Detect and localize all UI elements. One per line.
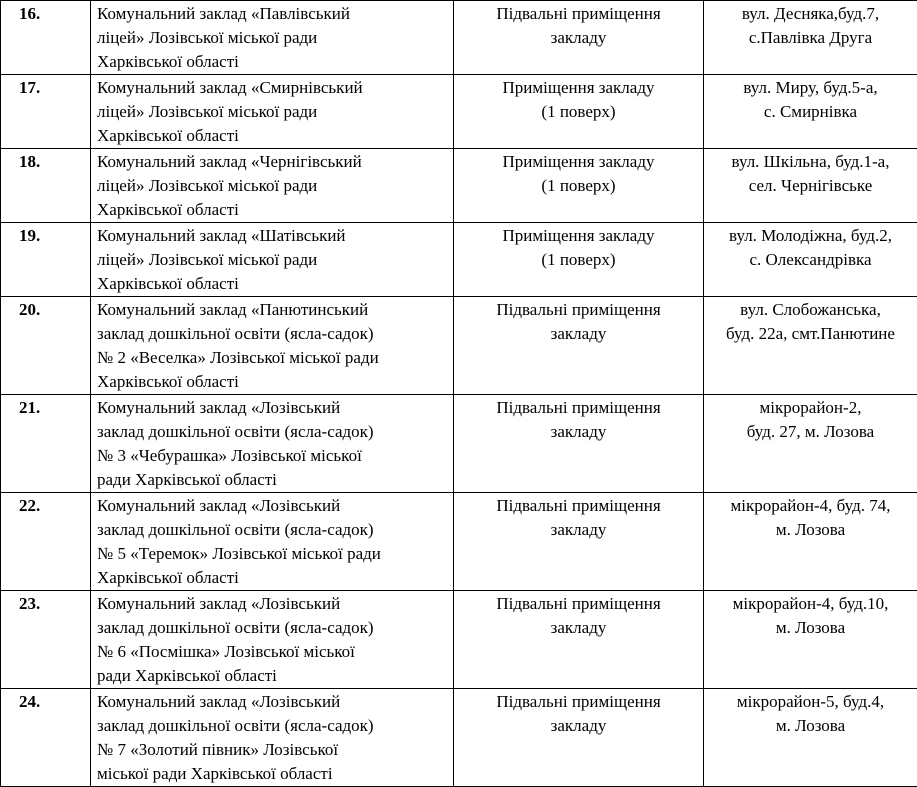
address-line: с. Смирнівка [710, 100, 911, 124]
premises-line: (1 поверх) [460, 248, 697, 272]
name-line: Комунальний заклад «Лозівський [97, 592, 447, 616]
institution-name [91, 395, 454, 493]
address-line: м. Лозова [710, 518, 911, 542]
name-line: Харківської області [97, 566, 447, 590]
name-line: Комунальний заклад «Смирнівський [97, 76, 447, 100]
premises-line: закладу [460, 616, 697, 640]
institution-name [91, 223, 454, 297]
institution-name [91, 297, 454, 395]
address-cell [704, 75, 917, 149]
row-number: 16. [1, 1, 91, 75]
name-line: № 6 «Посмішка» Лозівської міської [97, 640, 447, 664]
premises-cell [454, 297, 704, 395]
address-cell [704, 1, 917, 75]
address-cell [704, 149, 917, 223]
table-row [1, 223, 917, 297]
premises-cell [454, 75, 704, 149]
premises-line: Підвальні приміщення [460, 396, 697, 420]
address-cell [704, 395, 917, 493]
name-line: Комунальний заклад «Лозівський [97, 396, 447, 420]
address-line: сел. Чернігівське [710, 174, 911, 198]
address-cell [704, 223, 917, 297]
premises-line: закладу [460, 26, 697, 50]
table-row [1, 591, 917, 689]
premises-line: Приміщення закладу [460, 76, 697, 100]
name-line: Комунальний заклад «Лозівський [97, 690, 447, 714]
premises-line: Підвальні приміщення [460, 298, 697, 322]
premises-line: Приміщення закладу [460, 224, 697, 248]
premises-line: Підвальні приміщення [460, 2, 697, 26]
row-number: 24. [1, 689, 91, 787]
premises-line: закладу [460, 322, 697, 346]
address-line: вул. Миру, буд.5-а, [710, 76, 911, 100]
premises-line: закладу [460, 420, 697, 444]
name-line: заклад дошкільної освіти (ясла-садок) [97, 322, 447, 346]
name-line: ліцей» Лозівської міської ради [97, 248, 447, 272]
premises-cell [454, 223, 704, 297]
premises-line: Підвальні приміщення [460, 494, 697, 518]
premises-cell [454, 1, 704, 75]
address-line: буд. 22а, смт.Панютине [710, 322, 911, 346]
premises-line: (1 поверх) [460, 100, 697, 124]
address-line: мікрорайон-2, [710, 396, 911, 420]
table-row [1, 493, 917, 591]
table-row [1, 395, 917, 493]
premises-line: Приміщення закладу [460, 150, 697, 174]
name-line: Комунальний заклад «Шатівський [97, 224, 447, 248]
address-cell [704, 297, 917, 395]
address-line: буд. 27, м. Лозова [710, 420, 911, 444]
address-line: мікрорайон-5, буд.4, [710, 690, 911, 714]
name-line: заклад дошкільної освіти (ясла-садок) [97, 518, 447, 542]
premises-line: Підвальні приміщення [460, 690, 697, 714]
address-line: вул. Десняка,буд.7, [710, 2, 911, 26]
row-number: 17. [1, 75, 91, 149]
row-number: 18. [1, 149, 91, 223]
name-line: № 7 «Золотий півник» Лозівської [97, 738, 447, 762]
premises-line: закладу [460, 714, 697, 738]
address-line: вул. Слобожанська, [710, 298, 911, 322]
name-line: № 5 «Теремок» Лозівської міської ради [97, 542, 447, 566]
address-cell [704, 493, 917, 591]
address-line: вул. Молодіжна, буд.2, [710, 224, 911, 248]
institution-name [91, 149, 454, 223]
name-line: Харківської області [97, 198, 447, 222]
name-line: заклад дошкільної освіти (ясла-садок) [97, 714, 447, 738]
institution-name [91, 689, 454, 787]
address-line: вул. Шкільна, буд.1-а, [710, 150, 911, 174]
address-line: с. Олександрівка [710, 248, 911, 272]
premises-cell [454, 591, 704, 689]
institution-name [91, 591, 454, 689]
address-line: м. Лозова [710, 714, 911, 738]
name-line: Комунальний заклад «Чернігівський [97, 150, 447, 174]
name-line: Харківської області [97, 50, 447, 74]
row-number: 22. [1, 493, 91, 591]
table-row [1, 75, 917, 149]
name-line: Харківської області [97, 124, 447, 148]
row-number: 23. [1, 591, 91, 689]
name-line: міської ради Харківської області [97, 762, 447, 786]
institution-name [91, 75, 454, 149]
row-number: 20. [1, 297, 91, 395]
name-line: № 2 «Веселка» Лозівської міської ради [97, 346, 447, 370]
premises-cell [454, 149, 704, 223]
institution-name [91, 493, 454, 591]
name-line: Комунальний заклад «Панютинський [97, 298, 447, 322]
table-row [1, 149, 917, 223]
name-line: Харківської області [97, 272, 447, 296]
table-row [1, 689, 917, 787]
address-line: мікрорайон-4, буд.10, [710, 592, 911, 616]
premises-cell [454, 395, 704, 493]
name-line: Комунальний заклад «Павлівський [97, 2, 447, 26]
name-line: Комунальний заклад «Лозівський [97, 494, 447, 518]
table-row [1, 297, 917, 395]
name-line: № 3 «Чебурашка» Лозівської міської [97, 444, 447, 468]
row-number: 21. [1, 395, 91, 493]
name-line: заклад дошкільної освіти (ясла-садок) [97, 616, 447, 640]
name-line: ліцей» Лозівської міської ради [97, 100, 447, 124]
name-line: Харківської області [97, 370, 447, 394]
premises-line: Підвальні приміщення [460, 592, 697, 616]
table-row [1, 1, 917, 75]
premises-line: закладу [460, 518, 697, 542]
address-line: мікрорайон-4, буд. 74, [710, 494, 911, 518]
row-number: 19. [1, 223, 91, 297]
address-cell [704, 591, 917, 689]
premises-cell [454, 689, 704, 787]
premises-line: (1 поверх) [460, 174, 697, 198]
name-line: ради Харківської області [97, 468, 447, 492]
name-line: заклад дошкільної освіти (ясла-садок) [97, 420, 447, 444]
name-line: ради Харківської області [97, 664, 447, 688]
address-cell [704, 689, 917, 787]
address-line: с.Павлівка Друга [710, 26, 911, 50]
address-line: м. Лозова [710, 616, 911, 640]
institution-name [91, 1, 454, 75]
name-line: ліцей» Лозівської міської ради [97, 174, 447, 198]
premises-cell [454, 493, 704, 591]
name-line: ліцей» Лозівської міської ради [97, 26, 447, 50]
